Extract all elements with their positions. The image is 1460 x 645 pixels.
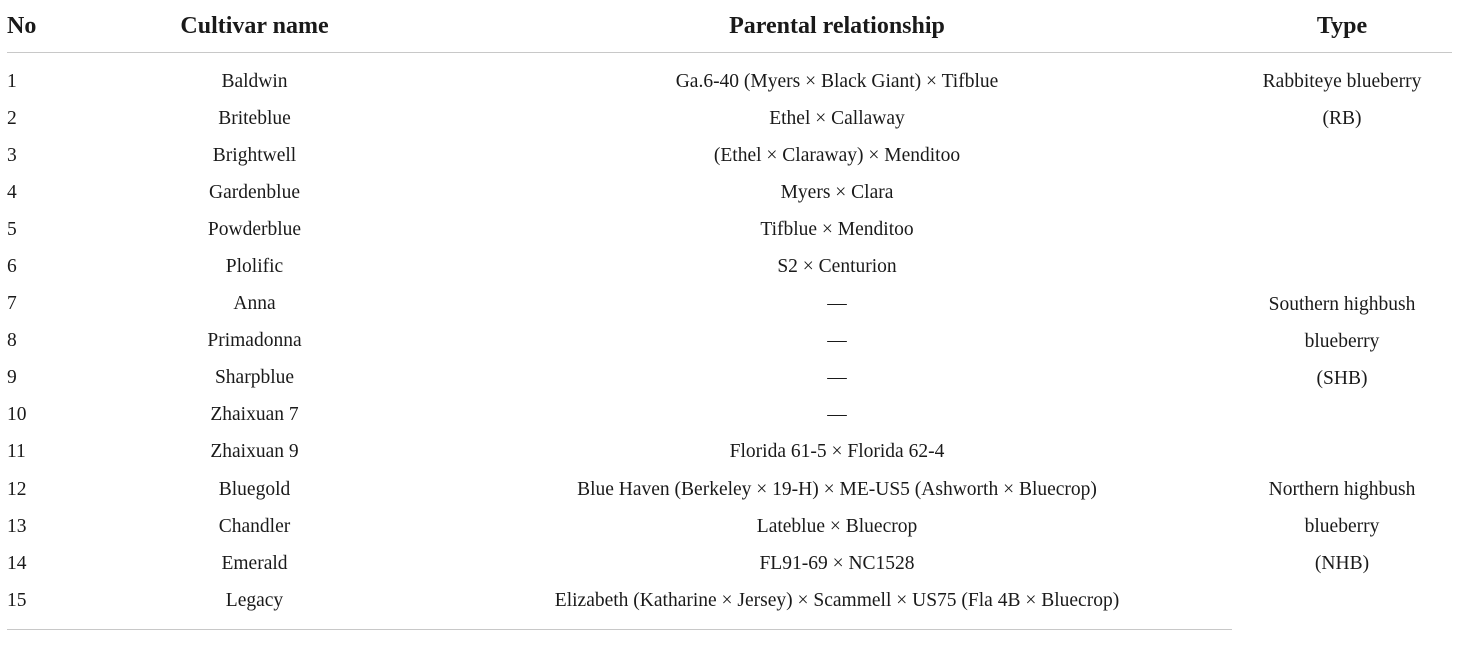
- cell-parental: (Ethel × Claraway) × Menditoo: [713, 144, 961, 166]
- cell-no: 6: [7, 256, 17, 278]
- cell-cultivar: Gardenblue: [209, 181, 300, 203]
- cultivar-table: [7, 0, 1452, 630]
- cell-parental: Elizabeth (Katharine × Jersey) × Scammell × US75 (Fla 4B × Bluecrop): [442, 582, 1232, 630]
- cell-cultivar: Zhaixuan 7: [210, 404, 299, 426]
- cultivar-table-container: [7, 0, 1452, 630]
- cell-no: 14: [7, 552, 27, 574]
- cell-parental: Blue Haven (Berkeley × 19-H) × ME-US5 (Ashworth × Bluecrop): [577, 478, 1097, 500]
- cell-parental: Tifblue × Menditoo: [760, 218, 914, 240]
- cell-parental: Myers × Clara: [780, 181, 894, 203]
- cell-cultivar: Chandler: [218, 515, 291, 537]
- cell-parental: S2 × Centurion: [777, 256, 897, 278]
- cell-no: 12: [7, 478, 27, 500]
- cell-parental: Ethel × Callaway: [769, 107, 905, 129]
- cell-cultivar: Plolific: [225, 256, 284, 278]
- cell-parental: Lateblue × Bluecrop: [756, 515, 918, 537]
- type-abbr: (SHB): [1316, 367, 1368, 389]
- cell-type-rb: [1232, 53, 1452, 286]
- cell-parental: FL91-69 × NC1528: [759, 552, 915, 574]
- cell-no: 3: [7, 144, 17, 166]
- cell-parental: Ga.6-40 (Myers × Black Giant) × Tifblue: [675, 70, 999, 92]
- table-header: [7, 0, 1452, 53]
- cell-parental: —: [827, 404, 847, 426]
- cell-parental: —: [827, 293, 847, 315]
- table-body: [7, 53, 1452, 630]
- type-abbr: (RB): [1322, 108, 1362, 129]
- type-name: Northern highbush blueberry: [1268, 479, 1416, 538]
- cell-cultivar: Sharpblue: [214, 367, 295, 389]
- cell-no: 8: [7, 330, 17, 352]
- type-name: Rabbiteye blueberry: [1262, 71, 1422, 92]
- cell-no: 4: [7, 181, 17, 203]
- header-no: No: [7, 0, 67, 53]
- cell-type-nhb: [1232, 471, 1452, 630]
- cell-cultivar: Bluegold: [218, 478, 291, 500]
- cell-no: 5: [7, 218, 17, 240]
- header-parental-relationship: Parental relationship: [442, 0, 1232, 53]
- table-row: [7, 286, 1452, 323]
- cell-no: 2: [7, 107, 17, 129]
- cell-cultivar: Primadonna: [207, 330, 302, 352]
- header-row: [7, 0, 1452, 53]
- cell-no: 9: [7, 367, 17, 389]
- cell-no: 15: [7, 582, 67, 630]
- cell-cultivar: Powderblue: [207, 218, 302, 240]
- cell-cultivar: Brightwell: [212, 144, 297, 166]
- cell-parental: Florida 61-5 × Florida 62-4: [729, 441, 945, 463]
- cell-cultivar: Baldwin: [221, 70, 288, 92]
- cell-no: 11: [7, 441, 26, 463]
- type-name: Southern highbush blueberry: [1268, 293, 1416, 352]
- cell-type-shb: [1232, 286, 1452, 471]
- cell-cultivar: Legacy: [67, 582, 442, 630]
- cell-cultivar: Emerald: [221, 552, 288, 574]
- table-row: [7, 471, 1452, 508]
- cell-no: 10: [7, 404, 27, 426]
- cell-cultivar: Briteblue: [218, 107, 291, 129]
- cell-cultivar: Anna: [233, 293, 276, 315]
- header-type: Type: [1232, 0, 1452, 53]
- cell-no: 1: [7, 70, 17, 92]
- cell-parental: —: [827, 330, 847, 352]
- type-abbr: (NHB): [1314, 553, 1370, 575]
- cell-cultivar: Zhaixuan 9: [210, 441, 299, 463]
- cell-parental: —: [827, 367, 847, 389]
- table-row: [7, 53, 1452, 101]
- cell-no: 7: [7, 293, 17, 315]
- cell-no: 13: [7, 515, 27, 537]
- header-cultivar-name: Cultivar name: [67, 0, 442, 53]
